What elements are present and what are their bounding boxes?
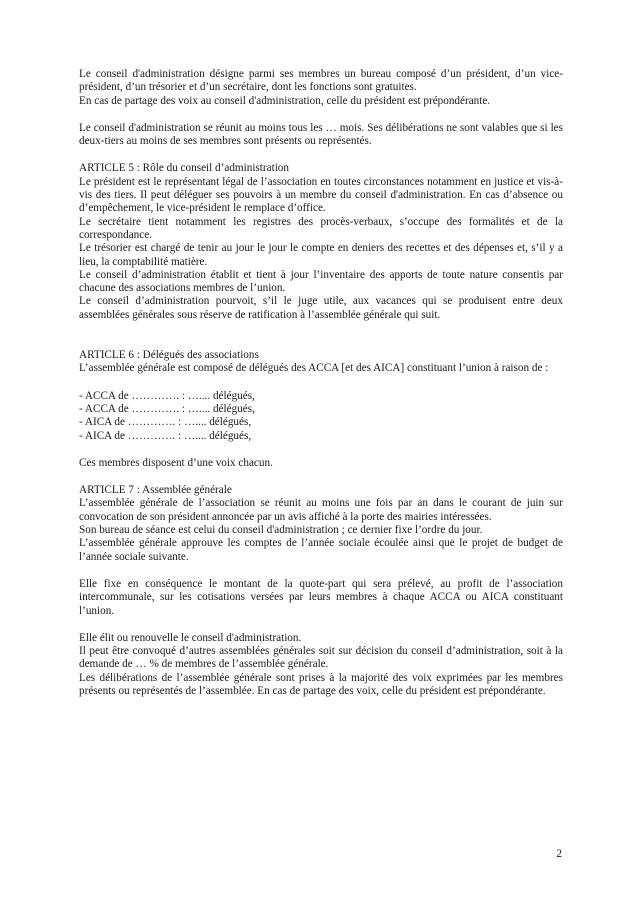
delegates-list <box>79 390 563 443</box>
article-7-paragraph: L’assemblée générale approuve les comptes de l’année sociale écoulée ainsi que le projet de budget de l’année sociale suivante. <box>79 537 563 563</box>
list-item: - ACCA de …………. : ….... délégués, <box>79 402 255 415</box>
page-number: 2 <box>556 848 562 860</box>
document-body <box>79 68 563 698</box>
article-7-paragraph: Son bureau de séance est celui du conseil d'administration ; ce dernier fixe l’ordre du jour. <box>79 524 483 537</box>
article-5-paragraph: Le trésorier est chargé de tenir au jour le jour le compte en deniers des recettes et des dépenses et, s’il y a lieu, la comptabilité matière. <box>79 242 563 268</box>
intro-paragraph-2: En cas de partage des voix au conseil d'administration, celle du président est prépondérante. <box>79 94 491 107</box>
article-6-closing: Ces membres disposent d’une voix chacun. <box>79 456 273 469</box>
intro-paragraph-1: Le conseil d'administration désigne parmi ses membres un bureau composé d’un président, d’un vice-président, d’un trésorier et d’un secrétaire, dont les fonctions sont gratuites. <box>79 68 563 94</box>
list-item: - AICA de …………. : ….... délégués, <box>79 416 252 429</box>
article-7-paragraph: Les délibérations de l’assemblée générale sont prises à la majorité des voix exprimées par les membres présents ou représentés de l’assemblée. En cas de partage des voix, celle du président est prépondérante. <box>79 671 563 697</box>
article-5-paragraph: Le secrétaire tient notamment les registres des procès-verbaux, s’occupe des formalités et de la correspondance. <box>79 215 563 241</box>
intro-paragraph-3: Le conseil d'administration se réunit au moins tous les … mois. Ses délibérations ne sont valables que si les deux-tiers au moins de ses membres sont présents ou représentés. <box>79 121 563 148</box>
article-5-paragraph: Le conseil d’administration établit et tient à jour l’inventaire des apports de toute nature consentis par chacune des associations membres de l’union. <box>79 268 563 295</box>
article-6-title: ARTICLE 6 : Délégués des associations <box>79 349 259 362</box>
article-7-paragraph: Elle élit ou renouvelle le conseil d'administration. <box>79 631 302 644</box>
article-7-title: ARTICLE 7 : Assemblée générale <box>79 484 232 497</box>
article-5-paragraph: Le conseil d’administration pourvoit, s’il le juge utile, aux vacances qui se produisent entre deux assemblées générales sous réserve de ratification à l’assemblée générale qui suit. <box>79 295 563 321</box>
article-6-intro: L’assemblée générale est composé de délégués des ACCA [et des AICA] constituant l’union à raison de : <box>79 362 549 375</box>
article-7-paragraph: L’assemblée générale de l’association se réunit au moins une fois par an dans le courant de juin sur convocation de son président annoncée par un avis affiché à la porte des mairies intéressées. <box>79 497 563 523</box>
list-item: - AICA de …………. : ….... délégués, <box>79 429 252 442</box>
article-5-title: ARTICLE 5 : Rôle du conseil d’administration <box>79 162 289 175</box>
article-7-paragraph: Elle fixe en conséquence le montant de la quote-part qui sera prélevé, au profit de l’association intercommunale, sur les cotisations versées par leurs membres à chaque ACCA ou AICA constituant l’union. <box>79 577 563 617</box>
list-item: - ACCA de …………. : ….... délégués, <box>79 389 255 402</box>
article-7-paragraph: Il peut être convoqué d’autres assemblées générales soit sur décision du conseil d’administration, soit à la demande de … % de membres de l’assemblée générale. <box>79 645 563 671</box>
article-5-paragraph: Le président est le représentant légal de l’association en toutes circonstances notamment en justice et vis-à-vis des tiers. Il peut déléguer ses pouvoirs à un membre du conseil d'administration. En cas d’absence ou d’empêchement, le vice-président le remplace d’office. <box>79 175 563 215</box>
